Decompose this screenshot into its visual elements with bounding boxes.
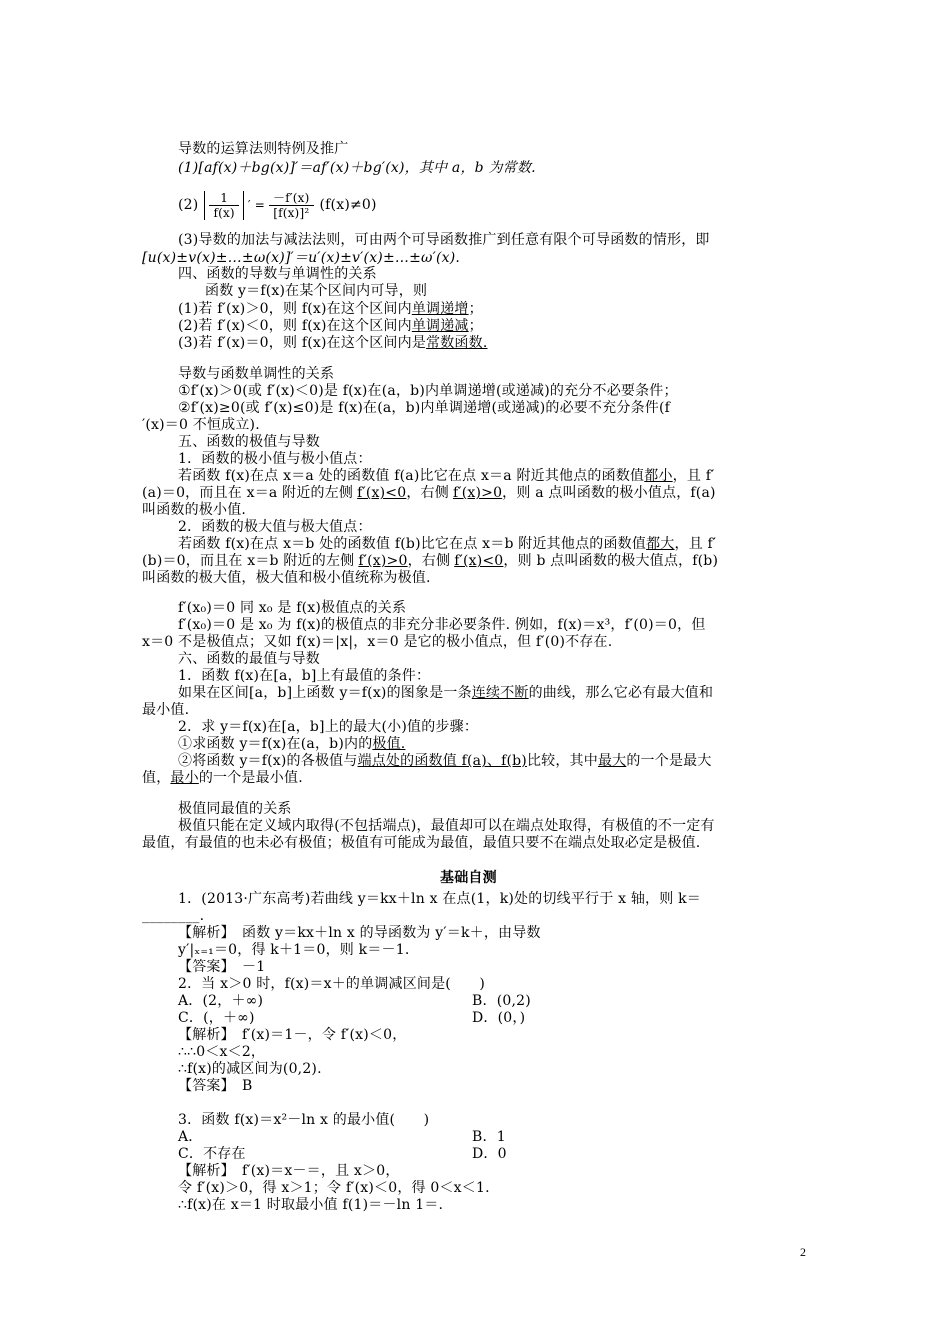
local-max-line2: (b)＝0，而且在 x＝b 附近的左侧 f′(x)>0，右侧 f′(x)<0，则 b 点叫函数的极大值点，f(b) — [142, 553, 719, 569]
max-min-step-2: ②将函数 y＝f(x)的各极值与端点处的函数值 f(a)、f(b)比较，其中最大的一个是最大 — [178, 753, 712, 769]
question-2-answer: 【答案】 B — [178, 1078, 253, 1094]
question-3-option-b: B．1 — [472, 1129, 506, 1145]
question-3-solution-3: ∴f(x)在 x＝1 时取最小值 f(1)＝－ln 1＝. — [178, 1197, 444, 1213]
max-min-step-1: ①求函数 y＝f(x)在(a，b)内的极值. — [178, 736, 406, 752]
rule-2-prefix: (2) — [178, 196, 199, 213]
lhs-denominator: f(x) — [213, 205, 235, 220]
rhs-numerator: －f′(x) — [269, 191, 314, 206]
question-2-solution-1: 【解析】 f′(x)＝1－，令 f′(x)＜0， — [178, 1027, 407, 1043]
question-3-solution-2: 令 f′(x)＞0，得 x＞1；令 f′(x)＜0，得 0＜x＜1. — [178, 1180, 490, 1196]
local-min-line2: (a)＝0，而且在 x＝a 附近的左侧 f′(x)<0，右侧 f′(x)>0，则 a 点叫函数的极小值点，f(a) — [142, 485, 716, 501]
question-3: 3．函数 f(x)＝x²－ln x 的最小值( ) — [178, 1112, 430, 1128]
local-max-line1: 若函数 f(x)在点 x＝b 处的函数值 f(b)比它在点 x＝b 附近其他点的函数值都大，且 f′ — [178, 536, 717, 552]
question-2-option-b: B．(0,2) — [472, 993, 531, 1009]
question-3-solution-1: 【解析】 f′(x)＝x－＝，且 x＞0， — [178, 1163, 400, 1179]
self-test-heading: 基础自测 — [440, 870, 497, 886]
question-2-option-a: A．(2，＋∞) — [178, 993, 264, 1009]
rule-2-condition: (f(x)≠0) — [319, 196, 377, 213]
rule-3-line1: (3)导数的加法与减法法则，可由两个可导函数推广到任意有限个可导函数的情形，即 — [178, 232, 710, 248]
question-2-solution-2: ∴∴0＜x＜2， — [178, 1044, 266, 1060]
question-3-option-c: C．不存在 — [178, 1146, 246, 1162]
question-2-solution-3: ∴f(x)的减区间为(0,2). — [178, 1061, 322, 1077]
extreme-point-note-1: f′(x₀)＝0 是 x₀ 为 f(x)的极值点的非充分非必要条件. 例如，f(x)＝x³，f′(0)＝0，但 — [178, 617, 706, 633]
question-1-solution-1: 【解析】 函数 y＝kx＋ln x 的导函数为 y′＝k＋，由导数 — [178, 925, 541, 941]
note-monotonic-2-cont: ′(x)＝0 不恒成立). — [142, 417, 260, 433]
section-5-heading: 五、函数的极值与导数 — [178, 434, 320, 450]
question-1-blank: ________. — [142, 908, 205, 924]
question-2: 2．当 x＞0 时，f(x)＝x＋的单调减区间是( ) — [178, 976, 486, 992]
rule-1: (1)[af(x)＋bg(x)]′＝af′(x)＋bg′(x)，其中 a，b 为常数. — [178, 160, 536, 176]
lhs-fraction — [209, 191, 238, 220]
lhs-numerator: 1 — [209, 191, 238, 206]
question-1-solution-2: y′|ₓ₌₁＝0，得 k＋1＝0，则 k＝－1. — [178, 942, 410, 958]
max-min-condition-line1: 如果在区间[a，b]上函数 y＝f(x)的图象是一条连续不断的曲线，那么它必有最大值和 — [178, 685, 714, 701]
lhs-bracket — [204, 191, 243, 220]
question-3-option-d: D．0 — [472, 1146, 507, 1162]
note-monotonic-heading: 导数与函数单调性的关系 — [178, 366, 335, 382]
extreme-point-note-heading: f′(x₀)＝0 同 x₀ 是 f(x)极值点的关系 — [178, 600, 407, 616]
local-min-heading: 1．函数的极小值与极小值点： — [178, 451, 372, 467]
rule-3-line2: [u(x)±v(x)±…±ω(x)]′＝u′(x)±v′(x)±…±ω′(x). — [142, 250, 461, 266]
mono-rule-1: (1)若 f′(x)＞0，则 f(x)在这个区间内单调递增； — [178, 301, 483, 317]
question-1: 1．(2013·广东高考)若曲线 y＝kx＋ln x 在点(1，k)处的切线平行于 x 轴，则 k＝ — [178, 891, 701, 907]
rhs-denominator: [f(x)]² — [273, 205, 310, 220]
section-4-heading: 四、函数的导数与单调性的关系 — [178, 266, 377, 282]
note-monotonic-1: ①f′(x)＞0(或 f′(x)＜0)是 f(x)在(a，b)内单调递增(或递减)的充分不必要条件； — [178, 383, 678, 399]
max-min-steps-heading: 2．求 y＝f(x)在[a，b]上的最大(小)值的步骤： — [178, 719, 479, 735]
section-title-derivative-rules: 导数的运算法则特例及推广 — [178, 141, 349, 157]
local-min-line1: 若函数 f(x)在点 x＝a 处的函数值 f(a)比它在点 x＝a 附近其他点的函数值都小，且 f′ — [178, 468, 715, 484]
section-6-heading: 六、函数的最值与导数 — [178, 651, 320, 667]
local-max-line3: 叫函数的极大值，极大值和极小值统称为极值. — [142, 570, 431, 586]
max-min-condition-heading: 1．函数 f(x)在[a，b]上有最值的条件： — [178, 668, 431, 684]
question-2-option-d: D．(0，) — [472, 1010, 526, 1026]
extreme-vs-max-line1: 极值只能在定义域内取得(不包括端点)，最值却可以在端点处取得，有极值的不一定有 — [178, 818, 715, 834]
section-4-intro: 函数 y＝f(x)在某个区间内可导，则 — [205, 283, 428, 299]
max-min-step-2-cont: 值，最小的一个是最小值. — [142, 770, 303, 786]
question-3-option-a: A． — [178, 1129, 203, 1145]
local-min-line3: 叫函数的极小值. — [142, 502, 247, 518]
note-monotonic-2: ②f′(x)≥0(或 f′(x)≤0)是 f(x)在(a，b)内单调递增(或递减)的必要不充分条件(f — [178, 400, 671, 416]
question-1-answer: 【答案】 －1 — [178, 959, 266, 975]
local-max-heading: 2．函数的极大值与极大值点： — [178, 519, 372, 535]
rhs-fraction — [269, 191, 314, 220]
max-min-condition-line2: 最小值. — [142, 702, 190, 718]
rule-2-formula: (2) $\frac{1}{f(x)}$ ′ = $\frac{-f'(x)}{\text{[f(x)]²}}$ (f(x)≠0) — [178, 190, 377, 220]
question-2-option-c: C．(，＋∞) — [178, 1010, 255, 1026]
extreme-vs-max-heading: 极值同最值的关系 — [178, 801, 292, 817]
extreme-point-note-2: x＝0 不是极值点；又如 f(x)＝|x|，x＝0 是它的极小值点，但 f′(0)不存在. — [142, 634, 613, 650]
extreme-vs-max-line2: 最值，有最值的也未必有极值；极值有可能成为最值，最值只要不在端点处取必定是极值. — [142, 835, 701, 851]
page-number: 2 — [800, 1245, 806, 1259]
mono-rule-3: (3)若 f′(x)＝0，则 f(x)在这个区间内是常数函数. — [178, 335, 488, 351]
mono-rule-2: (2)若 f′(x)＜0，则 f(x)在这个区间内单调递减； — [178, 318, 483, 334]
